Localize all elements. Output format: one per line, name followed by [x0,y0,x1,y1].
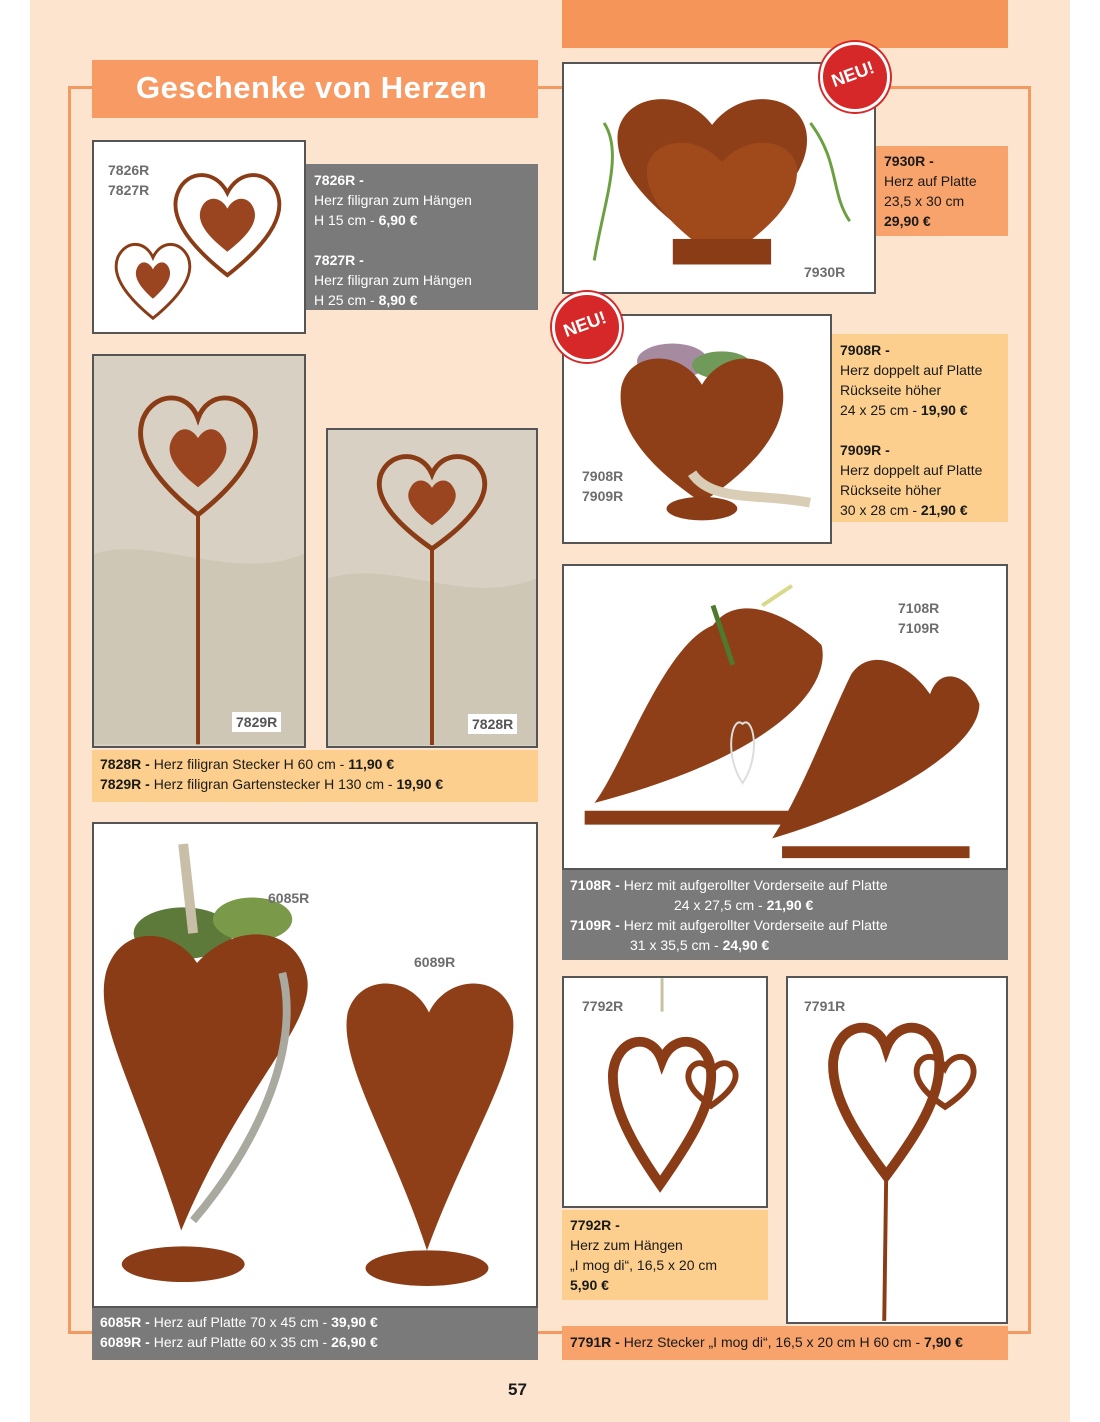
product-name: Herz auf Platte [884,173,977,189]
page-number: 57 [508,1380,527,1399]
product-price: 21,90 € [766,897,814,913]
product-code: 7909R - [840,442,890,458]
product-code: 7109R - [570,917,624,933]
photo-code-6085: 6085R [268,890,310,906]
product-text: Herz auf Platte 70 x 45 cm - [153,1314,332,1330]
product-text: Herz mit aufgerollter Vorderseite auf Platte [623,877,888,893]
product-code: 7827R - [314,252,364,268]
info-box-7791 [562,1326,1008,1360]
photo-garden-stake-130[interactable] [92,354,306,748]
info-box-6085 [92,1308,538,1360]
product-code: 6085R - [100,1314,154,1330]
product-price: 26,90 € [331,1334,378,1350]
product-price: 11,90 € [348,756,395,772]
product-price: 19,90 € [920,402,968,418]
product-text: Herz auf Platte 60 x 35 cm - [153,1334,332,1350]
info-box-7930 [876,146,1008,236]
photo-code-6089: 6089R [414,954,456,970]
new-badge-label: NEU! [828,57,877,91]
product-code: 6089R - [100,1334,154,1350]
new-badge [820,42,890,112]
product-price: 29,90 € [884,213,931,229]
product-price: 8,90 € [378,292,418,308]
product-code: 7908R - [840,342,890,358]
product-code: 7826R - [314,172,364,188]
product-code: 7829R - [100,776,154,792]
product-name: Herz zum Hängen [570,1237,683,1253]
product-size: 31 x 35,5 cm - [630,937,723,953]
product-price: 6,90 € [378,212,418,228]
product-size: 24 x 27,5 cm - [674,897,767,913]
info-box-7826 [306,164,538,310]
info-box-7908 [832,334,1008,522]
photo-garden-stake-60[interactable] [326,428,538,748]
product-text: Herz mit aufgerollter Vorderseite auf Platte [623,917,888,933]
product-name: Herz filigran zum Hängen [314,272,472,288]
info-box-7108 [562,870,1008,960]
product-code: 7108R - [570,877,624,893]
product-price: 7,90 € [924,1334,963,1350]
product-code: 7791R - [570,1334,624,1350]
photo-filigree-hanging-hearts[interactable] [92,140,306,334]
product-text: Herz filigran Stecker H 60 cm - [153,756,349,772]
photo-large-hearts-on-plate[interactable] [92,822,538,1308]
product-name: Rückseite höher [840,382,942,398]
photo-rolled-hearts-7108[interactable] [562,564,1008,870]
product-code: 7828R - [100,756,154,772]
product-price: 19,90 € [396,776,444,792]
product-size: H 15 cm - [314,212,379,228]
section-title-banner [92,60,538,118]
photo-code-7792: 7792R [582,998,624,1014]
photo-code-7826: 7826R 7827R [108,162,150,198]
photo-hanging-heart-7792[interactable] [562,976,768,1208]
section-title: Geschenke von Herzen [136,70,488,105]
product-price: 24,90 € [722,937,770,953]
product-subtitle: „I mog di“, 16,5 x 20 cm [570,1257,718,1273]
product-size: 23,5 x 30 cm [884,193,965,209]
product-name: Herz filigran zum Hängen [314,192,472,208]
product-code: 7930R - [884,153,934,169]
product-size: 30 x 28 cm - [840,502,921,518]
product-text: Herz filigran Gartenstecker H 130 cm - [153,776,397,792]
info-box-7792 [562,1210,768,1300]
photo-code-7108: 7108R 7109R [898,600,940,636]
product-price: 39,90 € [331,1314,378,1330]
product-name: Rückseite höher [840,482,942,498]
new-badge [552,292,622,362]
product-size: 24 x 25 cm - [840,402,921,418]
photo-code-7791: 7791R [804,998,846,1014]
photo-code-7828: 7828R [468,714,517,734]
new-badge-label: NEU! [560,307,609,341]
info-box-7828 [92,750,538,802]
product-code: 7792R - [570,1217,620,1233]
product-size: H 25 cm - [314,292,379,308]
photo-heart-stake-7791[interactable] [786,976,1008,1324]
product-price: 5,90 € [570,1277,609,1293]
photo-code-7829: 7829R [232,712,281,732]
product-price: 21,90 € [920,502,968,518]
top-accent-bar [562,0,1008,48]
photo-code-7930: 7930R [804,264,846,280]
photo-code-7908: 7908R 7909R [582,468,624,504]
product-name: Herz doppelt auf Platte [840,462,983,478]
product-name: Herz doppelt auf Platte [840,362,983,378]
product-text: Herz Stecker „I mog di“, 16,5 x 20 cm H 60 cm - [623,1334,925,1350]
